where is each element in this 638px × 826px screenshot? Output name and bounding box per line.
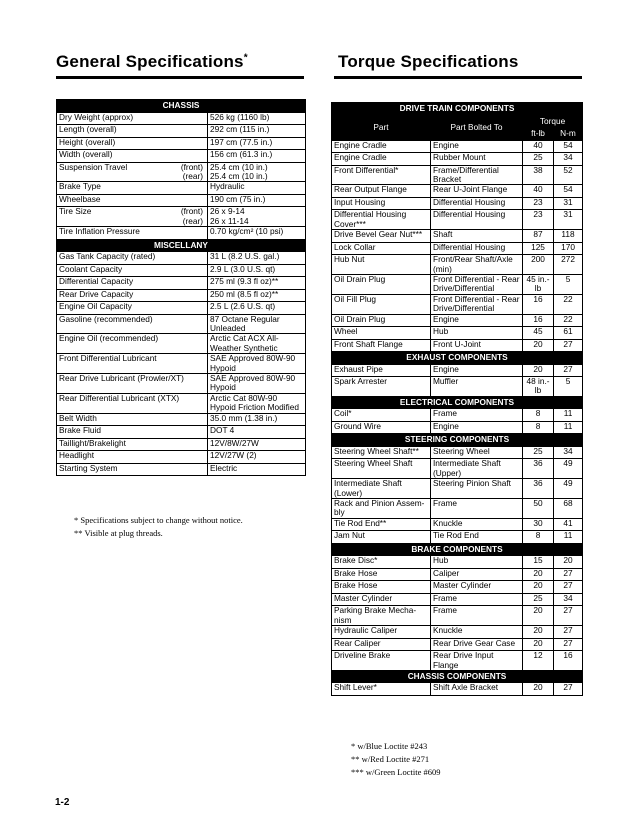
ftlb-cell: 36: [523, 479, 554, 499]
nm-cell: 16: [554, 651, 583, 671]
part-cell: Hub Nut: [332, 255, 431, 275]
spec-value-cell: 12V/8W/27W: [208, 438, 306, 451]
spec-value-cell: 197 cm (77.5 in.): [208, 137, 306, 150]
ftlb-cell: 48 in.-lb: [523, 377, 554, 397]
section-header-label: CHASSIS: [57, 100, 306, 113]
bolted-to-cell: Hub: [431, 327, 523, 340]
torque-row: [332, 593, 583, 606]
ftlb-cell: 40: [523, 185, 554, 198]
part-cell: Intermediate Shaft (Lower): [332, 479, 431, 499]
ftlb-cell: 8: [523, 531, 554, 544]
footnote: ** w/Red Loctite #271: [351, 754, 430, 764]
ftlb-cell: 16: [523, 294, 554, 314]
bolted-to-cell: Shaft: [431, 230, 523, 243]
ftlb-cell: 87: [523, 230, 554, 243]
ftlb-cell: 12: [523, 651, 554, 671]
torque-row: [332, 153, 583, 166]
bolted-to-cell: Front Differential - Rear Drive/Differential: [431, 274, 523, 294]
ftlb-cell: 25: [523, 153, 554, 166]
spec-value-cell: 526 kg (1160 lb): [208, 112, 306, 125]
bolted-to-cell: Differential Housing: [431, 242, 523, 255]
part-cell: Tie Rod End**: [332, 518, 431, 531]
nm-cell: 49: [554, 459, 583, 479]
spec-label-cell: Rear Drive Lubricant (Prowler/XT): [57, 374, 208, 394]
torque-row: [332, 446, 583, 459]
bolted-to-cell: Master Cylinder: [431, 581, 523, 594]
spec-label-cell: Taillight/Brakelight: [57, 438, 208, 451]
bolted-to-cell: Caliper: [431, 568, 523, 581]
torque-row: [332, 638, 583, 651]
ftlb-cell: 23: [523, 210, 554, 230]
nm-cell: 22: [554, 294, 583, 314]
spec-value-cell: Arctic Cat ACX All-Weather Synthetic: [208, 334, 306, 354]
bolted-to-cell: Rear Drive Input Flange: [431, 651, 523, 671]
bolted-to-cell: Engine: [431, 364, 523, 377]
torque-section-header: [332, 352, 583, 365]
bolted-to-cell: Steering Wheel: [431, 446, 523, 459]
section-header-label: DRIVE TRAIN COMPONENTS: [332, 103, 583, 116]
bolted-to-cell: Knuckle: [431, 518, 523, 531]
nm-column-header: N-m: [554, 128, 583, 141]
spec-value-cell: DOT 4: [208, 426, 306, 439]
section-header-label: CHASSIS COMPONENTS: [332, 670, 583, 683]
spec-position: [181, 163, 205, 182]
torque-spec-table: [331, 102, 583, 696]
spec-value-rear: 26 x 11-14: [210, 215, 249, 226]
spec-row: [57, 137, 306, 150]
part-cell: Brake Hose: [332, 568, 431, 581]
part-cell: Spark Arrester: [332, 377, 431, 397]
spec-value-rear: 25.4 cm (10 in.): [210, 170, 268, 181]
ftlb-cell: 20: [523, 581, 554, 594]
spec-value: 26 x 9-14: [210, 206, 245, 217]
torque-title-rule: [334, 76, 582, 79]
torque-row: [332, 274, 583, 294]
torque-row: [332, 339, 583, 352]
spec-label-cell: Engine Oil (recommended): [57, 334, 208, 354]
bolted-to-cell: Front Differential - Rear Drive/Differential: [431, 294, 523, 314]
spec-label-cell: Height (overall): [57, 137, 208, 150]
bolted-to-cell: Intermediate Shaft (Upper): [431, 459, 523, 479]
nm-cell: 54: [554, 140, 583, 153]
part-cell: Engine Cradle: [332, 153, 431, 166]
nm-cell: 27: [554, 364, 583, 377]
ftlb-column-header: ft-lb: [523, 128, 554, 141]
nm-cell: 54: [554, 185, 583, 198]
torque-row: [332, 479, 583, 499]
nm-cell: 34: [554, 593, 583, 606]
nm-cell: 34: [554, 153, 583, 166]
spec-label-cell: Differential Capacity: [57, 277, 208, 290]
nm-cell: 27: [554, 568, 583, 581]
torque-row: [332, 210, 583, 230]
bolted-to-cell: Engine: [431, 421, 523, 434]
nm-cell: 5: [554, 274, 583, 294]
torque-row: [332, 230, 583, 243]
spec-row: [57, 438, 306, 451]
part-cell: Rear Caliper: [332, 638, 431, 651]
spec-label-cell: Belt Width: [57, 413, 208, 426]
spec-row: [57, 194, 306, 207]
bolted-to-cell: Frame: [431, 593, 523, 606]
spec-value-cell: [208, 162, 306, 182]
spec-label: Suspension Travel: [59, 162, 128, 172]
spec-position-rear: (rear): [182, 170, 203, 181]
ftlb-cell: 20: [523, 364, 554, 377]
miscellany-section-header: [57, 239, 306, 252]
torque-specifications-title: Torque Specifications: [338, 52, 519, 71]
torque-row: [332, 294, 583, 314]
nm-cell: 27: [554, 638, 583, 651]
torque-row: [332, 421, 583, 434]
nm-cell: 27: [554, 606, 583, 626]
ftlb-cell: 45: [523, 327, 554, 340]
spec-label-cell: Gasoline (recommended): [57, 314, 208, 334]
nm-cell: 68: [554, 499, 583, 519]
torque-row: [332, 556, 583, 569]
bolted-to-cell: Frame: [431, 499, 523, 519]
part-cell: Front Shaft Flange: [332, 339, 431, 352]
ftlb-cell: 40: [523, 140, 554, 153]
spec-label-cell: Brake Fluid: [57, 426, 208, 439]
spec-label: Tire Size: [59, 206, 92, 217]
ftlb-cell: 50: [523, 499, 554, 519]
nm-cell: 11: [554, 409, 583, 422]
part-cell: Driveline Brake: [332, 651, 431, 671]
torque-row: [332, 314, 583, 327]
spec-row: [57, 451, 306, 464]
part-cell: Rear Output Flange: [332, 185, 431, 198]
part-cell: Shift Lever*: [332, 683, 431, 696]
part-cell: Hydraulic Caliper: [332, 626, 431, 639]
spec-row: [57, 182, 306, 195]
spec-label-cell: Coolant Capacity: [57, 264, 208, 277]
spec-position: [181, 207, 205, 226]
general-footnotes: [74, 514, 243, 540]
spec-row: [57, 354, 306, 374]
spec-label-cell: Tire Inflation Pressure: [57, 227, 208, 240]
spec-row: [57, 277, 306, 290]
nm-cell: 20: [554, 556, 583, 569]
part-cell: Steering Wheel Shaft**: [332, 446, 431, 459]
spec-row: [57, 413, 306, 426]
spec-row: [57, 289, 306, 302]
spec-row: [57, 162, 306, 182]
spec-value-cell: [208, 207, 306, 227]
bolted-to-cell: Rear U-Joint Flange: [431, 185, 523, 198]
nm-cell: 31: [554, 210, 583, 230]
ftlb-cell: 20: [523, 606, 554, 626]
bolted-to-cell: Differential Housing: [431, 210, 523, 230]
part-cell: Exhaust Pipe: [332, 364, 431, 377]
torque-row: [332, 606, 583, 626]
bolted-to-cell: Rear Drive Gear Case: [431, 638, 523, 651]
torque-footnotes: [351, 740, 440, 779]
ftlb-cell: 20: [523, 339, 554, 352]
section-header-label: ELECTRICAL COMPONENTS: [332, 396, 583, 409]
spec-label-cell: [57, 162, 208, 182]
spec-row: [57, 227, 306, 240]
spec-row: [57, 207, 306, 227]
torque-row: [332, 197, 583, 210]
spec-value-cell: 2.9 L (3.0 U.S. qt): [208, 264, 306, 277]
nm-cell: 27: [554, 683, 583, 696]
part-cell: Oil Fill Plug: [332, 294, 431, 314]
part-cell: Rack and Pinion Assem-bly: [332, 499, 431, 519]
ftlb-cell: 15: [523, 556, 554, 569]
spec-value-cell: 190 cm (75 in.): [208, 194, 306, 207]
spec-value-cell: 12V/27W (2): [208, 451, 306, 464]
spec-value-cell: SAE Approved 80W-90 Hypoid: [208, 374, 306, 394]
nm-cell: 27: [554, 626, 583, 639]
ftlb-cell: 20: [523, 626, 554, 639]
torque-row: [332, 327, 583, 340]
part-cell: Steering Wheel Shaft: [332, 459, 431, 479]
ftlb-cell: 36: [523, 459, 554, 479]
ftlb-cell: 25: [523, 593, 554, 606]
bolted-to-cell: Shift Axle Bracket: [431, 683, 523, 696]
spec-value-cell: 0.70 kg/cm² (10 psi): [208, 227, 306, 240]
torque-row: [332, 364, 583, 377]
torque-row: [332, 531, 583, 544]
nm-cell: 52: [554, 165, 583, 185]
torque-row: [332, 185, 583, 198]
spec-row: [57, 112, 306, 125]
spec-value-cell: 35.0 mm (1.38 in.): [208, 413, 306, 426]
nm-cell: 5: [554, 377, 583, 397]
spec-row: [57, 393, 306, 413]
spec-label-cell: Wheelbase: [57, 194, 208, 207]
torque-section-header: [332, 434, 583, 447]
section-header-label: EXHAUST COMPONENTS: [332, 352, 583, 365]
spec-label-cell: [57, 207, 208, 227]
spec-row: [57, 252, 306, 265]
nm-cell: 118: [554, 230, 583, 243]
ftlb-cell: 25: [523, 446, 554, 459]
nm-cell: 22: [554, 314, 583, 327]
bolted-to-cell: Tie Rod End: [431, 531, 523, 544]
section-header-label: STEERING COMPONENTS: [332, 434, 583, 447]
spec-label-cell: Dry Weight (approx): [57, 112, 208, 125]
spec-row: [57, 334, 306, 354]
part-cell: Brake Disc*: [332, 556, 431, 569]
spec-row: [57, 302, 306, 315]
spec-label-cell: Front Differential Lubricant: [57, 354, 208, 374]
torque-row: [332, 568, 583, 581]
torque-row: [332, 242, 583, 255]
torque-row: [332, 499, 583, 519]
part-cell: Master Cylinder: [332, 593, 431, 606]
spec-row: [57, 374, 306, 394]
footnote: *** w/Green Loctite #609: [351, 767, 441, 777]
nm-cell: 31: [554, 197, 583, 210]
torque-row: [332, 581, 583, 594]
ftlb-cell: 38: [523, 165, 554, 185]
general-specifications-title: General Specifications*: [56, 52, 248, 71]
bolted-to-cell: Front/Rear Shaft/Axle (min): [431, 255, 523, 275]
torque-row: [332, 626, 583, 639]
spec-label-cell: Headlight: [57, 451, 208, 464]
spec-value-cell: 156 cm (61.3 in.): [208, 150, 306, 163]
part-cell: Front Differential*: [332, 165, 431, 185]
spec-label-split: [59, 207, 205, 226]
torque-row: [332, 518, 583, 531]
bolted-to-cell: Frame: [431, 606, 523, 626]
bolted-to-cell: Steering Pinion Shaft: [431, 479, 523, 499]
torque-row: [332, 459, 583, 479]
general-spec-table: [56, 99, 306, 476]
spec-position-rear: (rear): [182, 215, 203, 226]
bolted-to-cell: Frame: [431, 409, 523, 422]
part-cell: Input Housing: [332, 197, 431, 210]
ftlb-cell: 8: [523, 409, 554, 422]
torque-section-header: [332, 670, 583, 683]
ftlb-cell: 23: [523, 197, 554, 210]
spec-value-cell: Hydraulic: [208, 182, 306, 195]
torque-column-header-label: Torque: [523, 115, 583, 128]
general-title-rule: [56, 76, 304, 79]
torque-row: [332, 651, 583, 671]
torque-row: [332, 255, 583, 275]
torque-section-header: [332, 543, 583, 556]
bolted-to-cell: Frame/Differential Bracket: [431, 165, 523, 185]
spec-row: [57, 150, 306, 163]
bolted-to-cell: Engine: [431, 140, 523, 153]
spec-label-cell: Gas Tank Capacity (rated): [57, 252, 208, 265]
nm-cell: 272: [554, 255, 583, 275]
torque-section-header: [332, 396, 583, 409]
spec-label-cell: Engine Oil Capacity: [57, 302, 208, 315]
bolted-to-cell: Differential Housing: [431, 197, 523, 210]
footnote: * w/Blue Loctite #243: [351, 741, 428, 751]
spec-value-cell: Arctic Cat 80W-90 Hypoid Friction Modified: [208, 393, 306, 413]
spec-value-cell: 2.5 L (2.6 U.S. qt): [208, 302, 306, 315]
spec-row: [57, 264, 306, 277]
part-cell: Wheel: [332, 327, 431, 340]
ftlb-cell: 20: [523, 683, 554, 696]
torque-row: [332, 165, 583, 185]
ftlb-cell: 20: [523, 568, 554, 581]
ftlb-cell: 200: [523, 255, 554, 275]
bolted-to-cell: Muffler: [431, 377, 523, 397]
ftlb-cell: 45 in.-lb: [523, 274, 554, 294]
nm-cell: 27: [554, 581, 583, 594]
spec-value-cell: SAE Approved 80W-90 Hypoid: [208, 354, 306, 374]
ftlb-cell: 20: [523, 638, 554, 651]
spec-value-cell: Electric: [208, 463, 306, 476]
nm-cell: 61: [554, 327, 583, 340]
ftlb-cell: 8: [523, 421, 554, 434]
nm-cell: 11: [554, 531, 583, 544]
spec-value-cell: 275 ml (9.3 fl oz)**: [208, 277, 306, 290]
torque-section-header: [332, 103, 583, 116]
bolted-to-cell: Hub: [431, 556, 523, 569]
spec-row: [57, 463, 306, 476]
part-cell: Oil Drain Plug: [332, 314, 431, 327]
part-cell: Drive Bevel Gear Nut***: [332, 230, 431, 243]
torque-row: [332, 140, 583, 153]
section-header-label: BRAKE COMPONENTS: [332, 543, 583, 556]
bolted-to-cell: Knuckle: [431, 626, 523, 639]
spec-position-front: (front): [180, 162, 203, 172]
spec-row: [57, 125, 306, 138]
part-cell: Ground Wire: [332, 421, 431, 434]
part-cell: Engine Cradle: [332, 140, 431, 153]
ftlb-cell: 30: [523, 518, 554, 531]
ftlb-cell: 16: [523, 314, 554, 327]
spec-row: [57, 426, 306, 439]
page-number: 1-2: [55, 797, 70, 808]
chassis-section-header: [57, 100, 306, 113]
spec-label-cell: Starting System: [57, 463, 208, 476]
part-cell: Lock Collar: [332, 242, 431, 255]
footnote: ** Visible at plug threads.: [74, 528, 163, 538]
part-cell: Oil Drain Plug: [332, 274, 431, 294]
bolted-to-column-header: Part Bolted To: [431, 115, 523, 140]
spec-label-split: [59, 163, 205, 182]
nm-cell: 11: [554, 421, 583, 434]
torque-column-header: [332, 115, 583, 128]
torque-row: [332, 683, 583, 696]
part-column-header: Part: [332, 115, 431, 140]
spec-label-cell: Brake Type: [57, 182, 208, 195]
spec-label-cell: Length (overall): [57, 125, 208, 138]
spec-value-cell: 250 ml (8.5 fl oz)**: [208, 289, 306, 302]
torque-row: [332, 409, 583, 422]
nm-cell: 49: [554, 479, 583, 499]
bolted-to-cell: Rubber Mount: [431, 153, 523, 166]
part-cell: Brake Hose: [332, 581, 431, 594]
spec-label-cell: Width (overall): [57, 150, 208, 163]
footnote: * Specifications subject to change without notice.: [74, 515, 243, 525]
spec-value-cell: 292 cm (115 in.): [208, 125, 306, 138]
nm-cell: 34: [554, 446, 583, 459]
nm-cell: 170: [554, 242, 583, 255]
part-cell: Parking Brake Mecha-nism: [332, 606, 431, 626]
torque-row: [332, 377, 583, 397]
part-cell: Differential Housing Cover***: [332, 210, 431, 230]
spec-label-cell: Rear Drive Capacity: [57, 289, 208, 302]
section-header-label: MISCELLANY: [57, 239, 306, 252]
part-cell: Jam Nut: [332, 531, 431, 544]
nm-cell: 41: [554, 518, 583, 531]
nm-cell: 27: [554, 339, 583, 352]
ftlb-cell: 125: [523, 242, 554, 255]
spec-row: [57, 314, 306, 334]
bolted-to-cell: Front U-Joint: [431, 339, 523, 352]
spec-value: 25.4 cm (10 in.): [210, 162, 268, 172]
bolted-to-cell: Engine: [431, 314, 523, 327]
spec-value-cell: 87 Octane Regular Unleaded: [208, 314, 306, 334]
part-cell: Coil*: [332, 409, 431, 422]
spec-value-cell: 31 L (8.2 U.S. gal.): [208, 252, 306, 265]
spec-label-cell: Rear Differential Lubricant (XTX): [57, 393, 208, 413]
spec-position-front: (front): [180, 206, 203, 217]
